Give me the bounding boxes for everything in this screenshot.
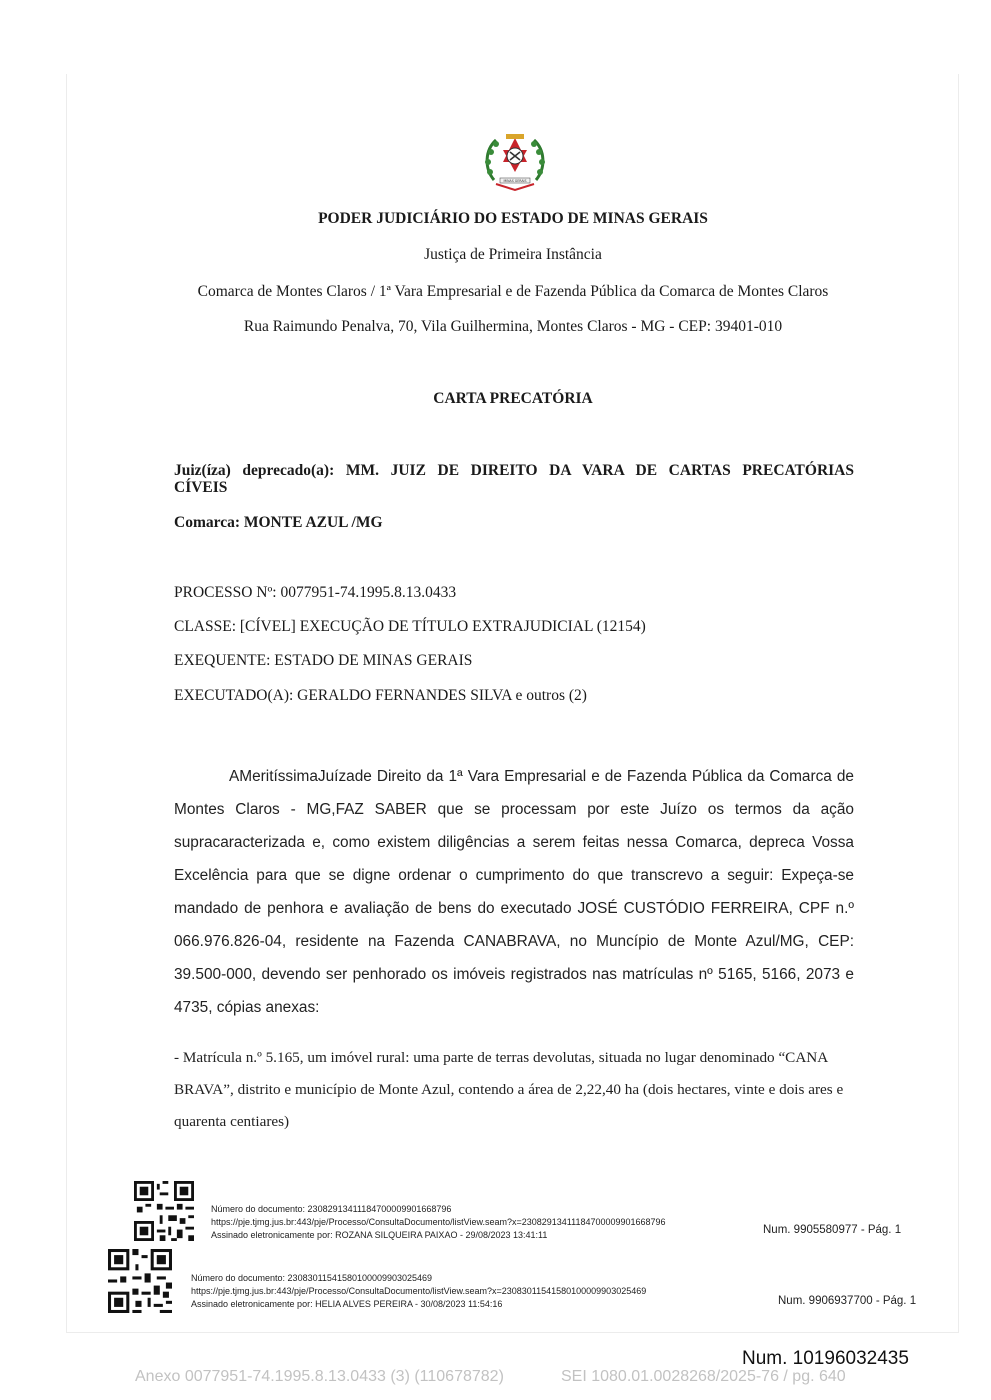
court-name: Comarca de Montes Claros / 1ª Vara Empresarial e de Fazenda Pública da Comarca de Montes Claros [197, 283, 829, 300]
footer-annex: Anexo 0077951-74.1995.8.13.0433 (3) (110678782) [135, 1368, 504, 1385]
signature-num-1: Num. 9905580977 - Pág. 1 [763, 1224, 902, 1236]
recipient-comarca: Comarca: MONTE AZUL /MG [174, 514, 383, 531]
exequente-field: EXEQUENTE: ESTADO DE MINAS GERAIS [174, 652, 473, 669]
signature-url: https://pje.tjmg.jus.br:443/pje/Processo/ConsultaDocumento/listView.seam?x=23083011541580100009903025469 [191, 1286, 647, 1296]
classe-field: CLASSE: [CÍVEL] EXECUÇÃO DE TÍTULO EXTRAJUDICIAL (12154) [174, 618, 646, 635]
signature-block-2 [191, 1272, 646, 1311]
page-frame-bottom [66, 1332, 959, 1333]
court-title: PODER JUDICIÁRIO DO ESTADO DE MINAS GERAIS [318, 210, 708, 227]
qr-code-icon [134, 1181, 194, 1241]
body-paragraph: AMeritíssimaJuízade Direito da 1ª Vara Empresarial e de Fazenda Pública da Comarca de Montes Claros - MG,FAZ SABER que se processam por este Juízo os termos da ação supracaracterizada e, como existem diligências a serem feitas nessa Comarca, depreca Vossa Excelência para que se digne ordenar o cumprimento do que transcrevo a seguir: Expeça-se mandado de penhora e avaliação de bens do executado JOSÉ CUSTÓDIO FERREIRA, CPF n.º 066.976.826-04, residente na Fazenda CANABRAVA, no Muncípio de Monte Azul/MG, CEP: 39.500-000, devendo ser penhorado os imóveis registrados nas matrículas nº 5165, 5166, 2073 e 4735, cópias anexas: [174, 768, 854, 1016]
signature-signed-by: Assinado eletronicamente por: ROZANA SILQUEIRA PAIXAO - 29/08/2023 13:41:11 [211, 1230, 548, 1240]
signature-url: https://pje.tjmg.jus.br:443/pje/Processo/ConsultaDocumento/listView.seam?x=23082913411184700009901668796 [211, 1217, 666, 1227]
footer-sei: SEI 1080.01.0028268/2025-76 / pg. 640 [561, 1368, 846, 1385]
signature-num-2: Num. 9906937700 - Pág. 1 [778, 1295, 917, 1307]
document-number: Num. 10196032435 [742, 1348, 909, 1369]
matricula-item: - Matrícula n.º 5.165, um imóvel rural: uma parte de terras devolutas, situada no lugar denominado “CANA BRAVA”, distrito e município de Monte Azul, contendo a área de 2,22,40 ha (dois hectares, vinte e dois ares e quarenta centiares) [174, 1049, 844, 1130]
minas-gerais-coat-of-arms-icon [482, 132, 548, 192]
signature-doc-number: Número do documento: 23083011541580100009903025469 [191, 1273, 433, 1283]
signature-block-1 [211, 1203, 666, 1242]
document-title: CARTA PRECATÓRIA [433, 390, 593, 407]
svg-text:MINAS GERAIS: MINAS GERAIS [503, 179, 527, 183]
signature-doc-number: Número do documento: 23082913411184700009901668796 [211, 1204, 452, 1214]
processo-field: PROCESSO Nº: 0077951-74.1995.8.13.0433 [174, 584, 457, 601]
qr-code-icon [108, 1249, 172, 1313]
court-address: Rua Raimundo Penalva, 70, Vila Guilhermina, Montes Claros - MG - CEP: 39401-010 [243, 318, 783, 335]
recipient-judge: Juiz(íza) deprecado(a): MM. JUIZ DE DIREITO DA VARA DE CARTAS PRECATÓRIAS CÍVEIS [174, 462, 854, 496]
court-instance: Justiça de Primeira Instância [424, 246, 602, 263]
executado-field: EXECUTADO(A): GERALDO FERNANDES SILVA e outros (2) [174, 687, 587, 704]
signature-signed-by: Assinado eletronicamente por: HELIA ALVES PEREIRA - 30/08/2023 11:54:16 [191, 1299, 503, 1309]
